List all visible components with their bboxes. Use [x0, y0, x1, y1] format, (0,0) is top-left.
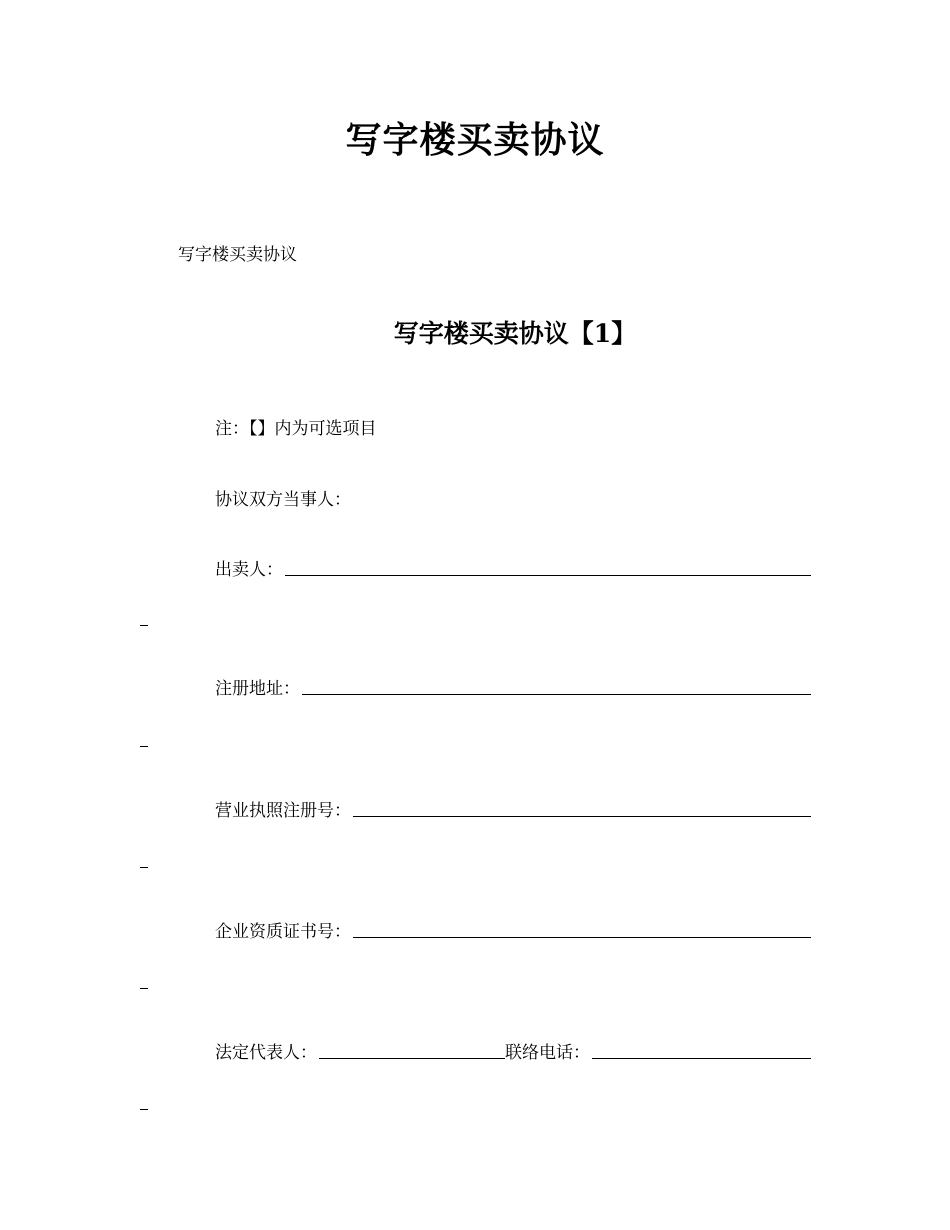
qualification-cert-field [215, 916, 811, 942]
qualification-cert-blank-line[interactable] [353, 936, 811, 938]
legal-representative-blank-line[interactable] [319, 1057, 505, 1059]
continuation-dash [140, 867, 148, 868]
seller-label: 出卖人： [215, 560, 283, 580]
qualification-cert-label: 企业资质证书号： [215, 922, 351, 942]
business-license-field [215, 795, 811, 821]
document-subtitle: 写字楼买卖协议 [178, 245, 297, 265]
contact-phone-label: 联络电话： [505, 1043, 590, 1063]
registered-address-field [215, 673, 811, 699]
legal-representative-label: 法定代表人： [215, 1043, 317, 1063]
registered-address-label: 注册地址： [215, 679, 300, 699]
document-title: 写字楼买卖协议 [345, 119, 605, 161]
seller-blank-line[interactable] [285, 574, 811, 576]
contact-phone-blank-line[interactable] [592, 1057, 811, 1059]
continuation-dash [140, 988, 148, 989]
section-title: 写字楼买卖协议【1】 [393, 319, 637, 348]
continuation-dash [140, 746, 148, 747]
parties-heading: 协议双方当事人： [215, 490, 351, 510]
legal-rep-phone-field [215, 1037, 811, 1063]
business-license-label: 营业执照注册号： [215, 801, 351, 821]
seller-field [215, 554, 811, 580]
optional-items-note: 注：【】内为可选项目 [215, 419, 377, 439]
business-license-blank-line[interactable] [353, 815, 811, 817]
continuation-dash [140, 625, 148, 626]
registered-address-blank-line[interactable] [302, 693, 811, 695]
continuation-dash [140, 1109, 148, 1110]
